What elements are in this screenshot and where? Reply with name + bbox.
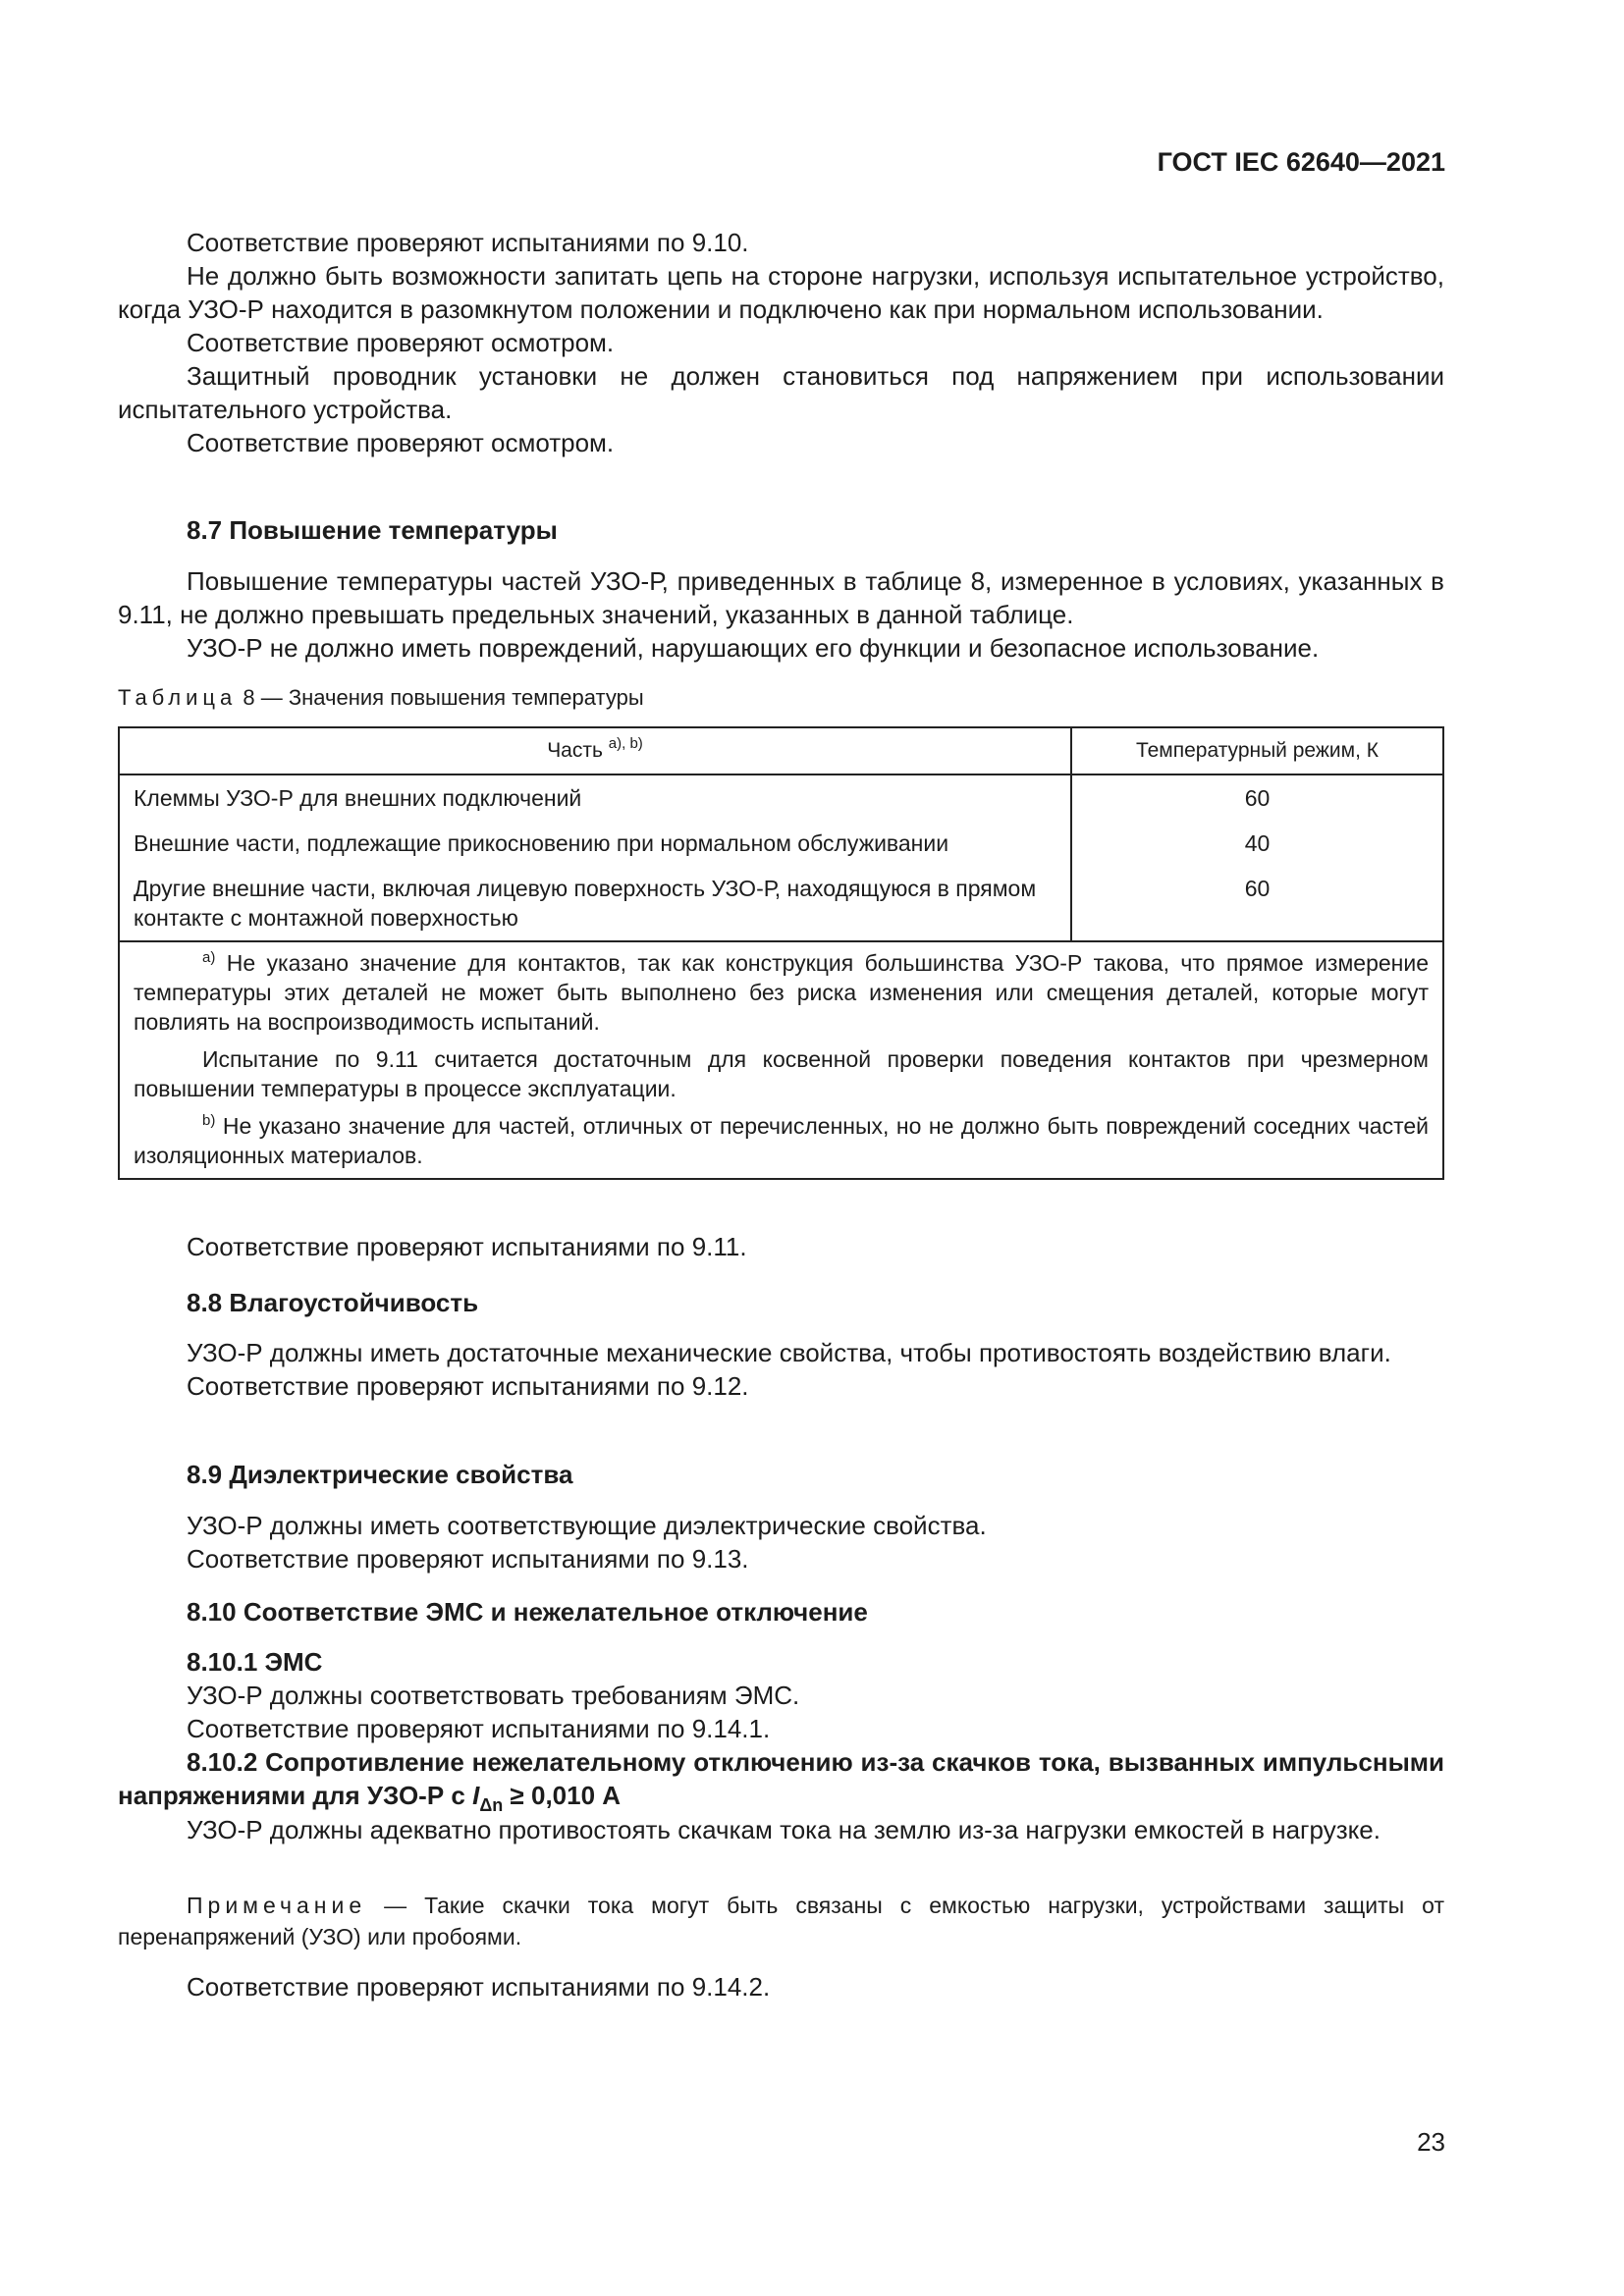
section-heading-8-10-1: 8.10.1 ЭМС	[187, 1647, 323, 1677]
table-notes-row	[119, 941, 1443, 1179]
table-note-a-continued: Испытание по 9.11 считается достаточным для косвенной проверки поведения контактов при чрезмерном повышении температуры в процессе эксплуатации.	[134, 1046, 1429, 1101]
after-table-paragraph: Соответствие проверяют испытаниями по 9.11.	[187, 1232, 747, 1261]
intro-block	[118, 226, 1444, 459]
table-cell-part: Клеммы УЗО-Р для внешних подключений	[119, 774, 1071, 821]
table-header-row	[119, 727, 1443, 774]
paragraph: Соответствие проверяют испытаниями по 9.10.	[187, 228, 749, 257]
table-caption-text: 8 — Значения повышения температуры	[243, 685, 644, 710]
paragraph: УЗО-Р должны соответствовать требованиям ЭМС.	[187, 1681, 800, 1710]
section-heading-8-10-2: 8.10.2 Сопротивление нежелательному отключению из-за скачков тока, вызванных импульсными напряжениями для УЗО-Р с $I_{\Delta n} \ge 0,010$ А	[118, 1747, 1444, 1815]
table-cell-value: 40	[1071, 821, 1443, 866]
table-row	[119, 821, 1443, 866]
paragraph: Соответствие проверяют осмотром.	[187, 428, 615, 457]
table-notes	[119, 941, 1443, 1179]
section-8-7-body	[118, 564, 1444, 665]
column-header-part: Часть $^{a), b)}$	[119, 727, 1071, 774]
section-8-10-1-body	[118, 1679, 1444, 1745]
table-row	[119, 866, 1443, 941]
table-caption	[118, 685, 644, 711]
table-note-a: $^{a)}$ Не указано значение для контактов, так как конструкция большинства УЗО-Р такова, что прямое измерение температуры этих деталей не может быть выполнено без риска изменения или смещения деталей, которые могут повлиять на воспроизводимость испытаний.	[134, 949, 1430, 1035]
section-heading-8-10: 8.10 Соответствие ЭМС и нежелательное отключение	[187, 1597, 868, 1627]
table-cell-part: Внешние части, подлежащие прикосновению при нормальном обслуживании	[119, 821, 1071, 866]
section-8-9-body	[118, 1509, 1444, 1575]
section-heading-8-7: 8.7 Повышение температуры	[187, 515, 558, 545]
paragraph: Не должно быть возможности запитать цепь на стороне нагрузки, используя испытательное устройство, когда УЗО-Р находится в разомкнутом положении и подключено как при нормальном использовании.	[118, 261, 1444, 324]
section-8-10-2-closing: Соответствие проверяют испытаниями по 9.14.2.	[187, 1972, 771, 2002]
section-8-10-2-body	[118, 1813, 1444, 1846]
paragraph: УЗО-Р должны иметь соответствующие диэлектрические свойства.	[187, 1511, 987, 1540]
paragraph: УЗО-Р не должно иметь повреждений, нарушающих его функции и безопасное использование.	[187, 633, 1320, 663]
paragraph: Повышение температуры частей УЗО-Р, приведенных в таблице 8, измеренное в условиях, указанных в 9.11, не должно превышать предельных значений, указанных в данной таблице.	[118, 566, 1444, 629]
standard-designation: ГОСТ IEC 62640—2021	[1157, 147, 1445, 177]
paragraph: УЗО-Р должны адекватно противостоять скачкам тока на землю из-за нагрузки емкостей в нагрузке.	[187, 1815, 1380, 1844]
paragraph: Соответствие проверяют испытаниями по 9.14.1.	[187, 1714, 771, 1743]
table-note-b: $^{b)}$ Не указано значение для частей, отличных от перечисленных, но не должно быть повреждений соседних частей изоляционных материалов.	[134, 1112, 1430, 1168]
temperature-table	[118, 726, 1444, 1180]
note-text: — Такие скачки тока могут быть связаны с емкостью нагрузки, устройствами защиты от перенапряжений (УЗО) или пробоями.	[118, 1893, 1444, 1949]
column-header-temperature: Температурный режим, К	[1071, 727, 1443, 774]
page-number: 23	[1417, 2127, 1445, 2157]
table-row	[119, 774, 1443, 821]
section-heading-8-9: 8.9 Диэлектрические свойства	[187, 1460, 573, 1489]
paragraph: Соответствие проверяют испытаниями по 9.12.	[187, 1371, 749, 1401]
table-cell-value: 60	[1071, 866, 1443, 941]
note-label: Примечание	[187, 1893, 367, 1918]
section-heading-8-8: 8.8 Влагоустойчивость	[187, 1288, 479, 1317]
note-block	[118, 1890, 1444, 1952]
section-8-8-body	[118, 1336, 1444, 1403]
paragraph: УЗО-Р должны иметь достаточные механические свойства, чтобы противостоять воздействию влаги.	[187, 1338, 1391, 1367]
paragraph: Защитный проводник установки не должен становиться под напряжением при использовании испытательного устройства.	[118, 361, 1444, 424]
paragraph: Соответствие проверяют испытаниями по 9.13.	[187, 1544, 749, 1574]
table-cell-value: 60	[1071, 774, 1443, 821]
table-caption-label: Таблица	[118, 685, 238, 710]
table-cell-part: Другие внешние части, включая лицевую поверхность УЗО-Р, находящуюся в прямом контакте с монтажной поверхностью	[119, 866, 1071, 941]
paragraph: Соответствие проверяют осмотром.	[187, 328, 615, 357]
